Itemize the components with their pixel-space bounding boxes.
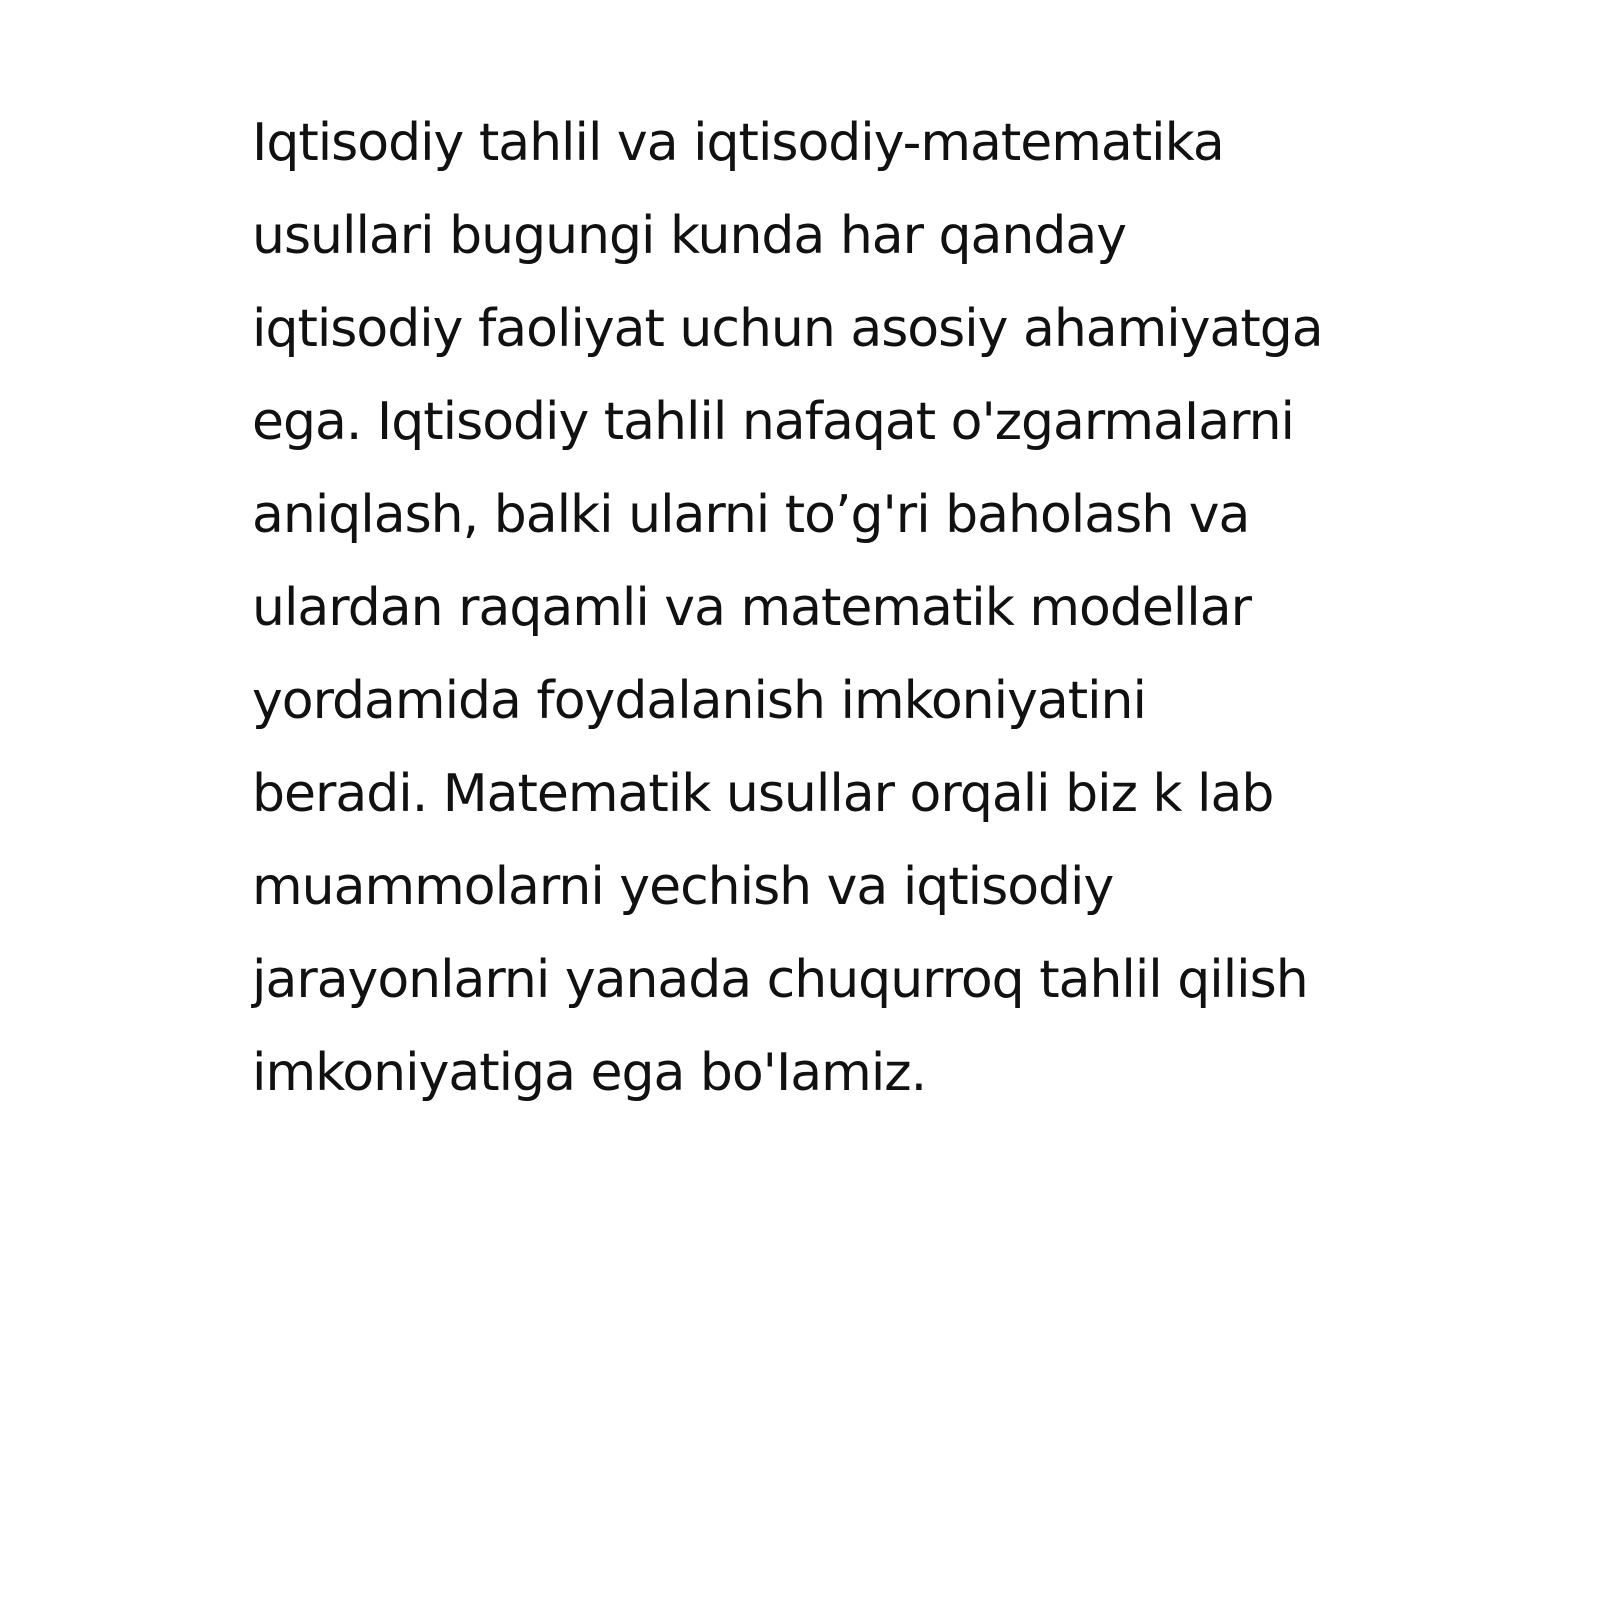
paragraph-line-4: ega. Iqtisodiy tahlil nafaqat o'zgarmaIarni [252, 392, 1294, 452]
paragraph-line-7: yordamida foydalanish imkoniyatini [252, 671, 1146, 731]
paragraph-line-3: iqtisodiy faoliyat uchun asosiy ahamiyatga [252, 299, 1323, 359]
paragraph-line-5: aniqlash, balki ularni to’g'ri baholash va [252, 485, 1250, 545]
paragraph-line-8: beradi. Matematik usullar orqali biz k lab [252, 764, 1274, 824]
paragraph-line-9: muammolarni yechish va iqtisodiy [252, 857, 1114, 917]
paragraph-line-6: ulardan raqamli va matematik modellar [252, 578, 1251, 638]
paragraph-line-1: Iqtisodiy tahlil va iqtisodiy-matematika [252, 113, 1224, 173]
paragraph-line-10: jarayonlarni yanada chuqurroq tahlil qilish [252, 950, 1308, 1010]
paragraph-line-2: usullari bugungi kunda har qanday [252, 206, 1127, 266]
body-paragraph [252, 97, 1452, 1120]
paragraph-line-11: imkoniyatiga ega bo'Iamiz. [252, 1043, 927, 1103]
